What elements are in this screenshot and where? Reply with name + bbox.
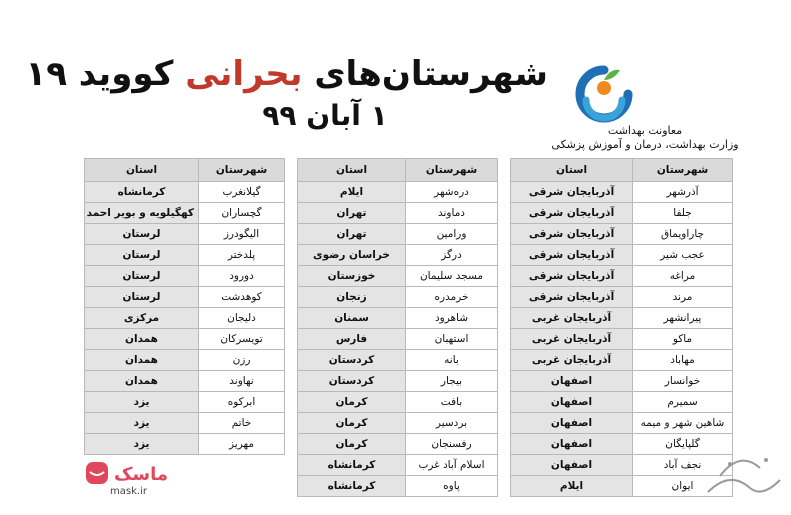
county-cell: خوانسار xyxy=(633,371,733,392)
county-cell: مهاباد xyxy=(633,350,733,371)
table-row xyxy=(85,434,285,455)
table-row xyxy=(298,245,498,266)
province-cell: آذربایجان شرقی xyxy=(511,224,633,245)
province-cell: لرستان xyxy=(85,245,199,266)
title-highlight: بحرانی xyxy=(185,54,303,94)
table-row xyxy=(85,287,285,308)
table-row xyxy=(298,308,498,329)
counties-table-3 xyxy=(84,158,285,455)
county-cell: بیجار xyxy=(406,371,498,392)
county-cell: جلفا xyxy=(633,203,733,224)
table-row xyxy=(85,371,285,392)
table-row xyxy=(85,224,285,245)
province-cell: آذربایجان غربی xyxy=(511,350,633,371)
page-title xyxy=(25,52,548,96)
brand-url: mask.ir xyxy=(110,486,147,497)
province-cell: تهران xyxy=(298,203,406,224)
province-cell: لرستان xyxy=(85,287,199,308)
province-cell: فارس xyxy=(298,329,406,350)
ministry-caption xyxy=(500,124,790,152)
county-cell: ورامین xyxy=(406,224,498,245)
county-cell: چاراویماق xyxy=(633,224,733,245)
county-cell: رفسنجان xyxy=(406,434,498,455)
province-cell: خوزستان xyxy=(298,266,406,287)
table-row xyxy=(298,266,498,287)
table-row xyxy=(85,308,285,329)
county-cell: بردسیر xyxy=(406,413,498,434)
county-cell: مراغه xyxy=(633,266,733,287)
county-cell: پیرانشهر xyxy=(633,308,733,329)
province-cell: کردستان xyxy=(298,371,406,392)
county-cell: دماوند xyxy=(406,203,498,224)
table-row xyxy=(298,392,498,413)
county-cell: شاهرود xyxy=(406,308,498,329)
county-cell: شاهین شهر و میمه xyxy=(633,413,733,434)
county-cell: اسلام آباد غرب xyxy=(406,455,498,476)
ministry-line2: وزارت بهداشت، درمان و آموزش پزشکی xyxy=(551,138,739,151)
province-cell: کردستان xyxy=(298,350,406,371)
county-cell: مهریز xyxy=(199,434,285,455)
county-cell: استهبان xyxy=(406,329,498,350)
province-cell: زنجان xyxy=(298,287,406,308)
table-row xyxy=(298,203,498,224)
county-cell: عجب شیر xyxy=(633,245,733,266)
header-county: شهرستان xyxy=(199,159,285,182)
table-row xyxy=(298,287,498,308)
province-cell: اصفهان xyxy=(511,392,633,413)
table-row xyxy=(298,455,498,476)
table-row xyxy=(298,350,498,371)
province-cell: آذربایجان شرقی xyxy=(511,245,633,266)
page-date: ۱ آبان ۹۹ xyxy=(262,99,388,132)
table-row xyxy=(298,224,498,245)
county-cell: خاتم xyxy=(199,413,285,434)
province-cell: ایلام xyxy=(298,182,406,203)
county-cell: خرمدره xyxy=(406,287,498,308)
province-cell: کرمان xyxy=(298,392,406,413)
county-cell: بافت xyxy=(406,392,498,413)
table-row xyxy=(511,224,733,245)
header-province: استان xyxy=(511,159,633,182)
table-row xyxy=(85,266,285,287)
province-cell: یزد xyxy=(85,413,199,434)
header-county: شهرستان xyxy=(633,159,733,182)
county-cell: مسجد سلیمان xyxy=(406,266,498,287)
province-cell: کرمانشاه xyxy=(298,455,406,476)
province-cell: همدان xyxy=(85,329,199,350)
table-row xyxy=(511,329,733,350)
title-rest: کووید ۱۹ xyxy=(25,54,174,94)
table-row xyxy=(85,350,285,371)
table-header-row xyxy=(511,159,733,182)
province-cell: آذربایجان غربی xyxy=(511,308,633,329)
county-cell: پلدختر xyxy=(199,245,285,266)
brand-name: ماسک xyxy=(114,464,169,485)
table-row xyxy=(298,371,498,392)
province-cell: سمنان xyxy=(298,308,406,329)
table-row xyxy=(298,413,498,434)
province-cell: کرمانشاه xyxy=(298,476,406,497)
province-cell: کرمان xyxy=(298,413,406,434)
table-row xyxy=(298,182,498,203)
table-row xyxy=(511,413,733,434)
counties-table-2 xyxy=(297,158,498,497)
table-row xyxy=(511,350,733,371)
table-row xyxy=(511,392,733,413)
county-cell: ایوان xyxy=(633,476,733,497)
province-cell: آذربایجان شرقی xyxy=(511,182,633,203)
county-cell: آذرشهر xyxy=(633,182,733,203)
province-cell: لرستان xyxy=(85,224,199,245)
province-cell: اصفهان xyxy=(511,455,633,476)
province-cell: مرکزی xyxy=(85,308,199,329)
province-cell: لرستان xyxy=(85,266,199,287)
county-cell: الیگودرز xyxy=(199,224,285,245)
header-province: استان xyxy=(85,159,199,182)
table-row xyxy=(85,392,285,413)
county-cell: درگز xyxy=(406,245,498,266)
province-cell: ایلام xyxy=(511,476,633,497)
province-cell: آذربایجان شرقی xyxy=(511,266,633,287)
province-cell: کرمان xyxy=(298,434,406,455)
table-row xyxy=(511,287,733,308)
province-cell: کهگیلویه و بویر احمد xyxy=(85,203,199,224)
county-cell: گیلانغرب xyxy=(199,182,285,203)
province-cell: خراسان رضوی xyxy=(298,245,406,266)
province-cell: یزد xyxy=(85,392,199,413)
ministry-logo-icon xyxy=(574,60,634,126)
table-header-row xyxy=(298,159,498,182)
county-cell: دره‌شهر xyxy=(406,182,498,203)
county-cell: ماکو xyxy=(633,329,733,350)
table-row xyxy=(298,434,498,455)
table-row xyxy=(85,329,285,350)
header-county: شهرستان xyxy=(406,159,498,182)
county-cell: گلپایگان xyxy=(633,434,733,455)
table-row xyxy=(511,371,733,392)
title-main: شهرستان‌های xyxy=(314,54,548,94)
county-cell: گچساران xyxy=(199,203,285,224)
province-cell: همدان xyxy=(85,371,199,392)
county-cell: نجف آباد xyxy=(633,455,733,476)
table-row xyxy=(85,245,285,266)
header-province: استان xyxy=(298,159,406,182)
province-cell: تهران xyxy=(298,224,406,245)
table-row xyxy=(511,203,733,224)
table-row xyxy=(85,203,285,224)
ministry-line1: معاونت بهداشت xyxy=(607,124,683,137)
province-cell: آذربایجان شرقی xyxy=(511,287,633,308)
province-cell: آذربایجان غربی xyxy=(511,329,633,350)
table-row xyxy=(511,266,733,287)
table-header-row xyxy=(85,159,285,182)
province-cell: کرمانشاه xyxy=(85,182,199,203)
province-cell: آذربایجان شرقی xyxy=(511,203,633,224)
table-row xyxy=(298,476,498,497)
table-row xyxy=(511,245,733,266)
county-cell: پاوه xyxy=(406,476,498,497)
county-cell: دلیجان xyxy=(199,308,285,329)
county-cell: نهاوند xyxy=(199,371,285,392)
county-cell: دورود xyxy=(199,266,285,287)
table-row xyxy=(298,329,498,350)
province-cell: همدان xyxy=(85,350,199,371)
county-cell: رزن xyxy=(199,350,285,371)
province-cell: اصفهان xyxy=(511,413,633,434)
county-cell: سمیرم xyxy=(633,392,733,413)
table-row xyxy=(511,308,733,329)
county-cell: کوهدشت xyxy=(199,287,285,308)
county-cell: بانه xyxy=(406,350,498,371)
table-row xyxy=(511,182,733,203)
province-cell: اصفهان xyxy=(511,371,633,392)
county-cell: ابرکوه xyxy=(199,392,285,413)
table-row xyxy=(85,413,285,434)
watermark-signature-icon xyxy=(700,440,790,510)
province-cell: اصفهان xyxy=(511,434,633,455)
county-cell: مرند xyxy=(633,287,733,308)
province-cell: یزد xyxy=(85,434,199,455)
county-cell: تویسرکان xyxy=(199,329,285,350)
table-row xyxy=(85,182,285,203)
